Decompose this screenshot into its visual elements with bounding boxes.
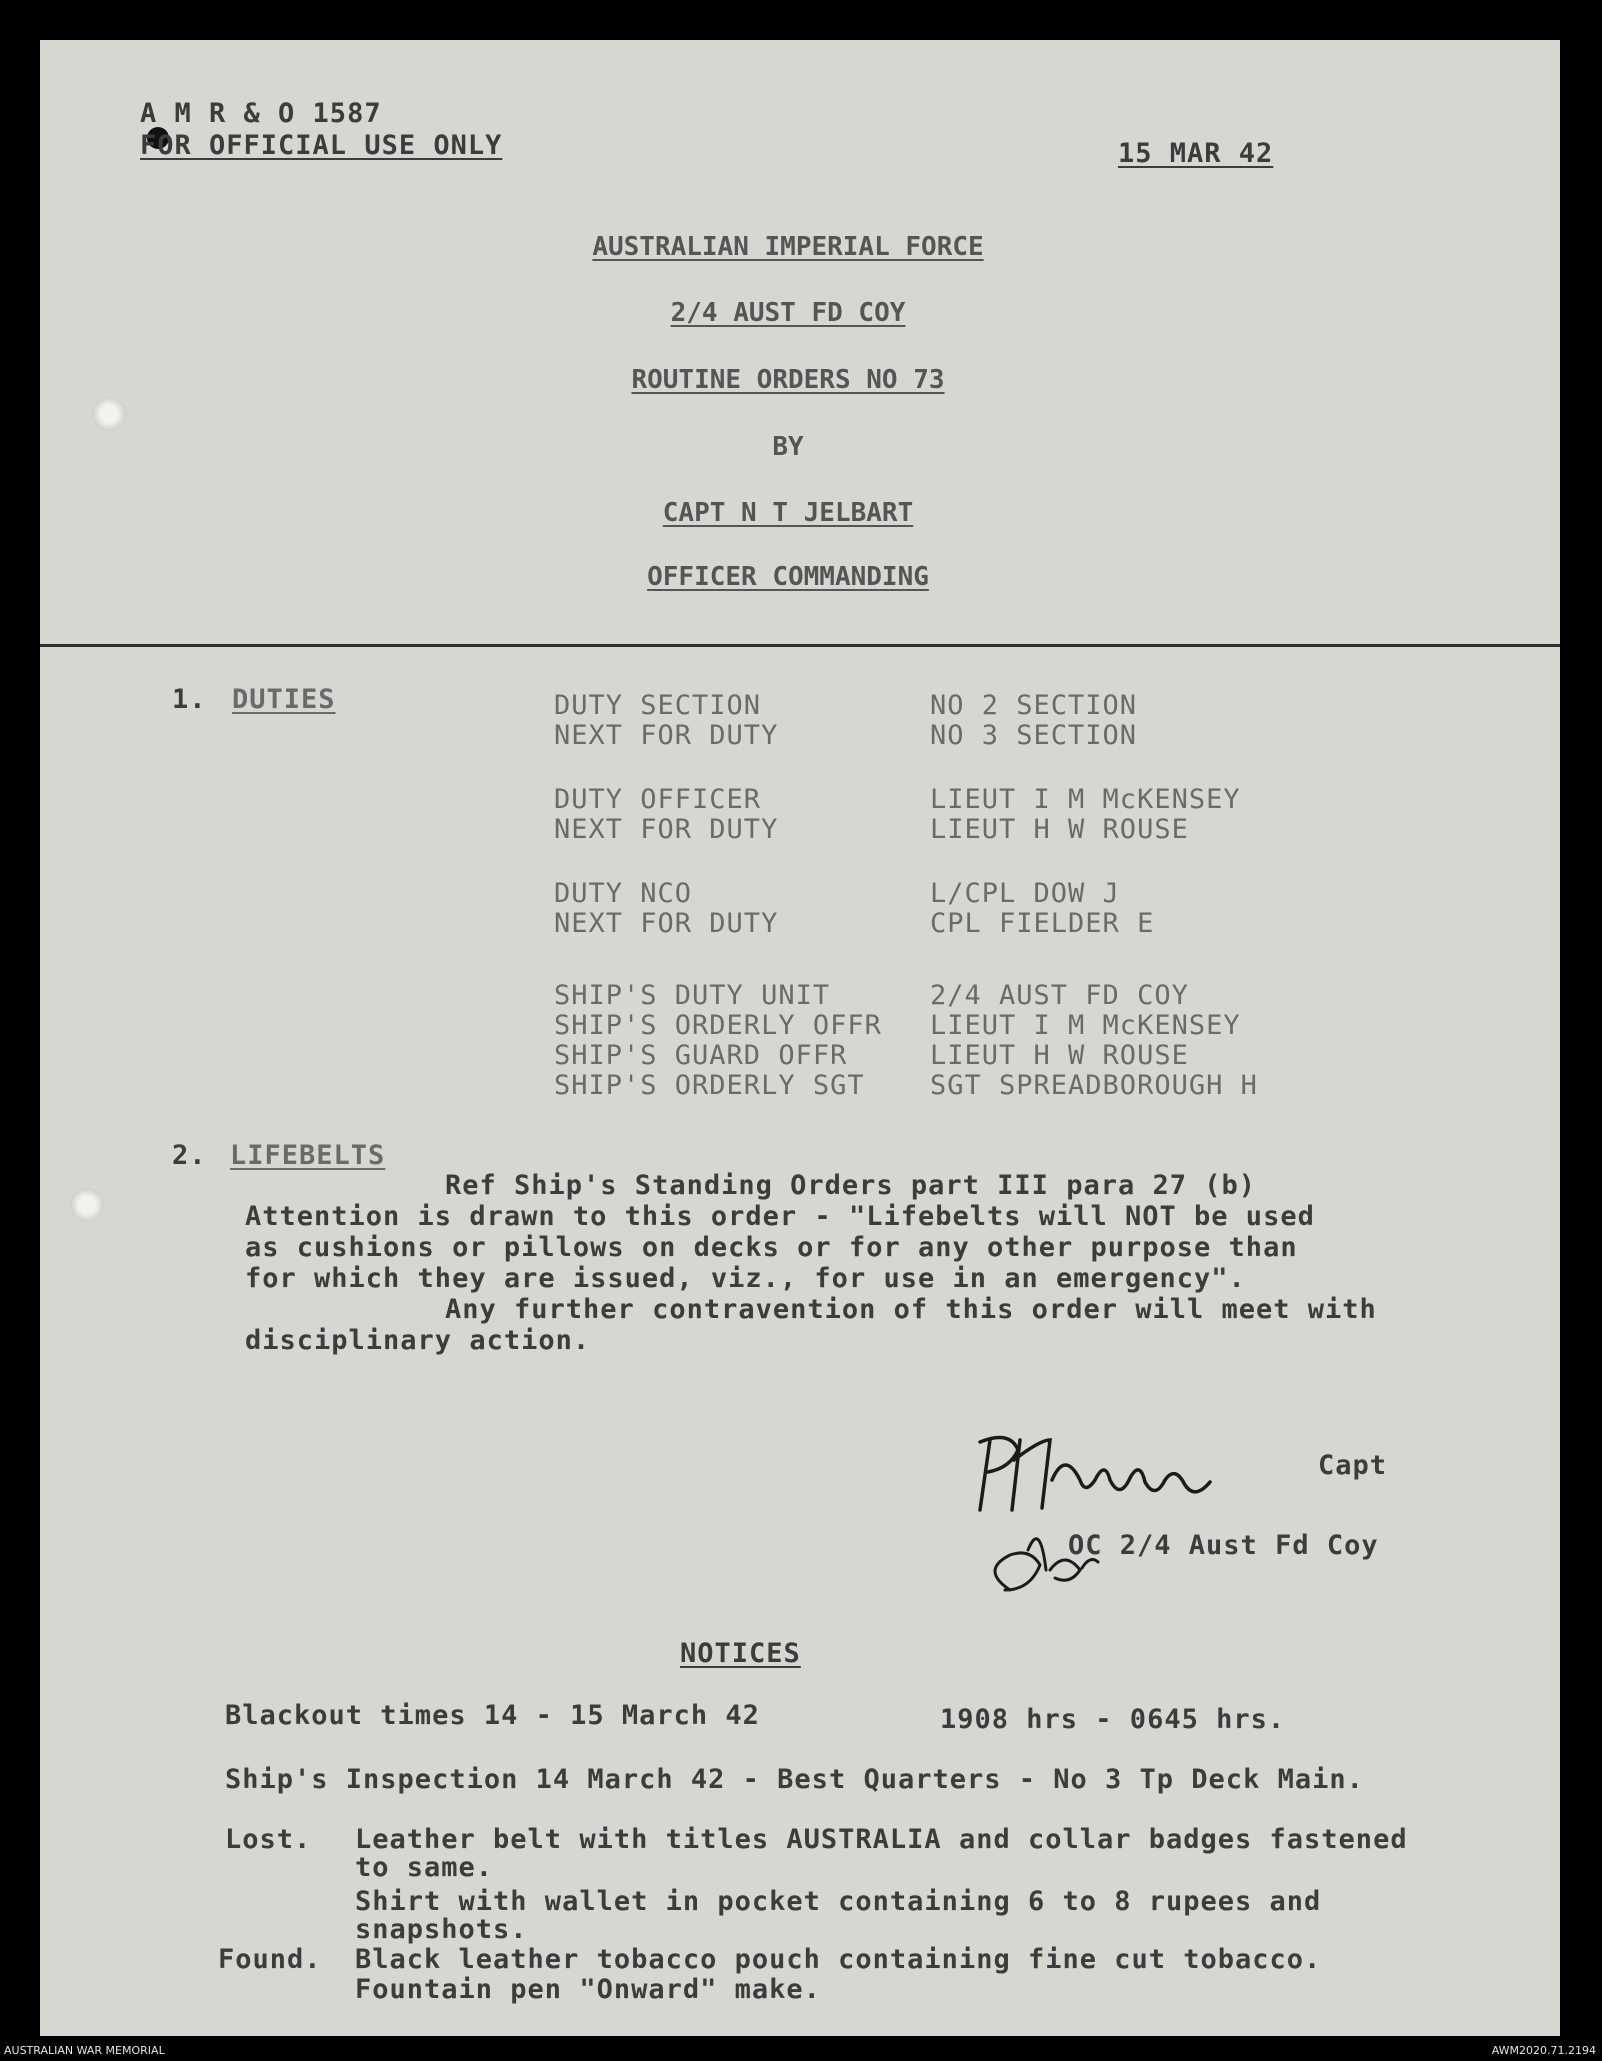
duty-value: NO 3 SECTION (930, 720, 1138, 751)
blackout-label: Blackout times 14 - 15 March 42 (225, 1700, 760, 1731)
duty-label: NEXT FOR DUTY (554, 814, 779, 845)
duty-label: DUTY SECTION (554, 690, 762, 721)
duty-value: L/CPL DOW J (930, 878, 1120, 909)
body-line: Any further contravention of this order will meet with (445, 1294, 1377, 1325)
duty-label: DUTY NCO (554, 878, 693, 909)
footer-accession: AWM2020.71.2194 (1491, 2044, 1596, 2057)
found-line: Black leather tobacco pouch containing fine cut tobacco. (355, 1944, 1322, 1975)
duty-label: DUTY OFFICER (554, 784, 762, 815)
body-line: for which they are issued, viz., for use in an emergency". (245, 1263, 1246, 1294)
body-line: Attention is drawn to this order - "Lifebelts will NOT be used (245, 1201, 1315, 1232)
lost-label: Lost. (225, 1824, 312, 1855)
body-line: as cushions or pillows on decks or for any other purpose than (245, 1232, 1298, 1263)
title-line: 2/4 AUST FD COY (670, 298, 906, 328)
lost-line: snapshots. (355, 1914, 528, 1945)
lost-line: Leather belt with titles AUSTRALIA and collar badges fastened (355, 1824, 1408, 1855)
duty-label: NEXT FOR DUTY (554, 908, 779, 939)
footer-credit: AUSTRALIAN WAR MEMORIAL (4, 2044, 165, 2057)
inspection-notice: Ship's Inspection 14 March 42 - Best Quarters - No 3 Tp Deck Main. (225, 1764, 1364, 1795)
title-line: CAPT N T JELBART (662, 498, 914, 528)
document-page (40, 40, 1560, 2036)
title-line: OFFICER COMMANDING (647, 562, 929, 592)
duty-label: SHIP'S DUTY UNIT (554, 980, 831, 1011)
duty-value: 2/4 AUST FD COY (930, 980, 1189, 1011)
file-reference: A M R & O 1587 (140, 98, 382, 129)
section-heading: DUTIES (232, 684, 336, 715)
signature (970, 1420, 1350, 1600)
found-line: Fountain pen "Onward" make. (355, 1974, 821, 2005)
duty-value: LIEUT I M McKENSEY (930, 784, 1241, 815)
title-line: ROUTINE ORDERS NO 73 (631, 365, 945, 395)
title-line: AUSTRALIAN IMPERIAL FORCE (592, 232, 984, 262)
body-line: Ref Ship's Standing Orders part III para 27 (b) (445, 1170, 1257, 1201)
section-number: 1. (172, 684, 207, 715)
punch-hole (70, 1188, 104, 1222)
duty-label: NEXT FOR DUTY (554, 720, 779, 751)
document-date: 15 MAR 42 (1118, 138, 1274, 169)
duty-value: CPL FIELDER E (930, 908, 1155, 939)
duty-value: LIEUT H W ROUSE (930, 1040, 1189, 1071)
duty-label: SHIP'S ORDERLY SGT (554, 1070, 865, 1101)
section-number: 2. (172, 1140, 207, 1171)
lost-line: Shirt with wallet in pocket containing 6 to 8 rupees and (355, 1886, 1322, 1917)
lost-line: to same. (355, 1852, 494, 1883)
duty-label: SHIP'S GUARD OFFR (554, 1040, 848, 1071)
duty-label: SHIP'S ORDERLY OFFR (554, 1010, 882, 1041)
duty-value: NO 2 SECTION (930, 690, 1138, 721)
found-label: Found. (218, 1944, 322, 1975)
duty-value: LIEUT I M McKENSEY (930, 1010, 1241, 1041)
body-line: disciplinary action. (245, 1325, 591, 1356)
notices-heading: NOTICES (680, 1638, 801, 1669)
blackout-value: 1908 hrs - 0645 hrs. (940, 1704, 1286, 1735)
title-line: BY (772, 432, 804, 462)
signatory-for-line: OC 2/4 Aust Fd Coy (1068, 1530, 1379, 1561)
section-heading: LIFEBELTS (230, 1140, 386, 1171)
divider-rule (40, 644, 1560, 647)
signatory-rank: Capt (1318, 1450, 1388, 1481)
duty-value: LIEUT H W ROUSE (930, 814, 1189, 845)
duty-value: SGT SPREADBOROUGH H (930, 1070, 1258, 1101)
punch-hole (92, 397, 126, 431)
classification: FOR OFFICIAL USE ONLY (140, 130, 503, 161)
